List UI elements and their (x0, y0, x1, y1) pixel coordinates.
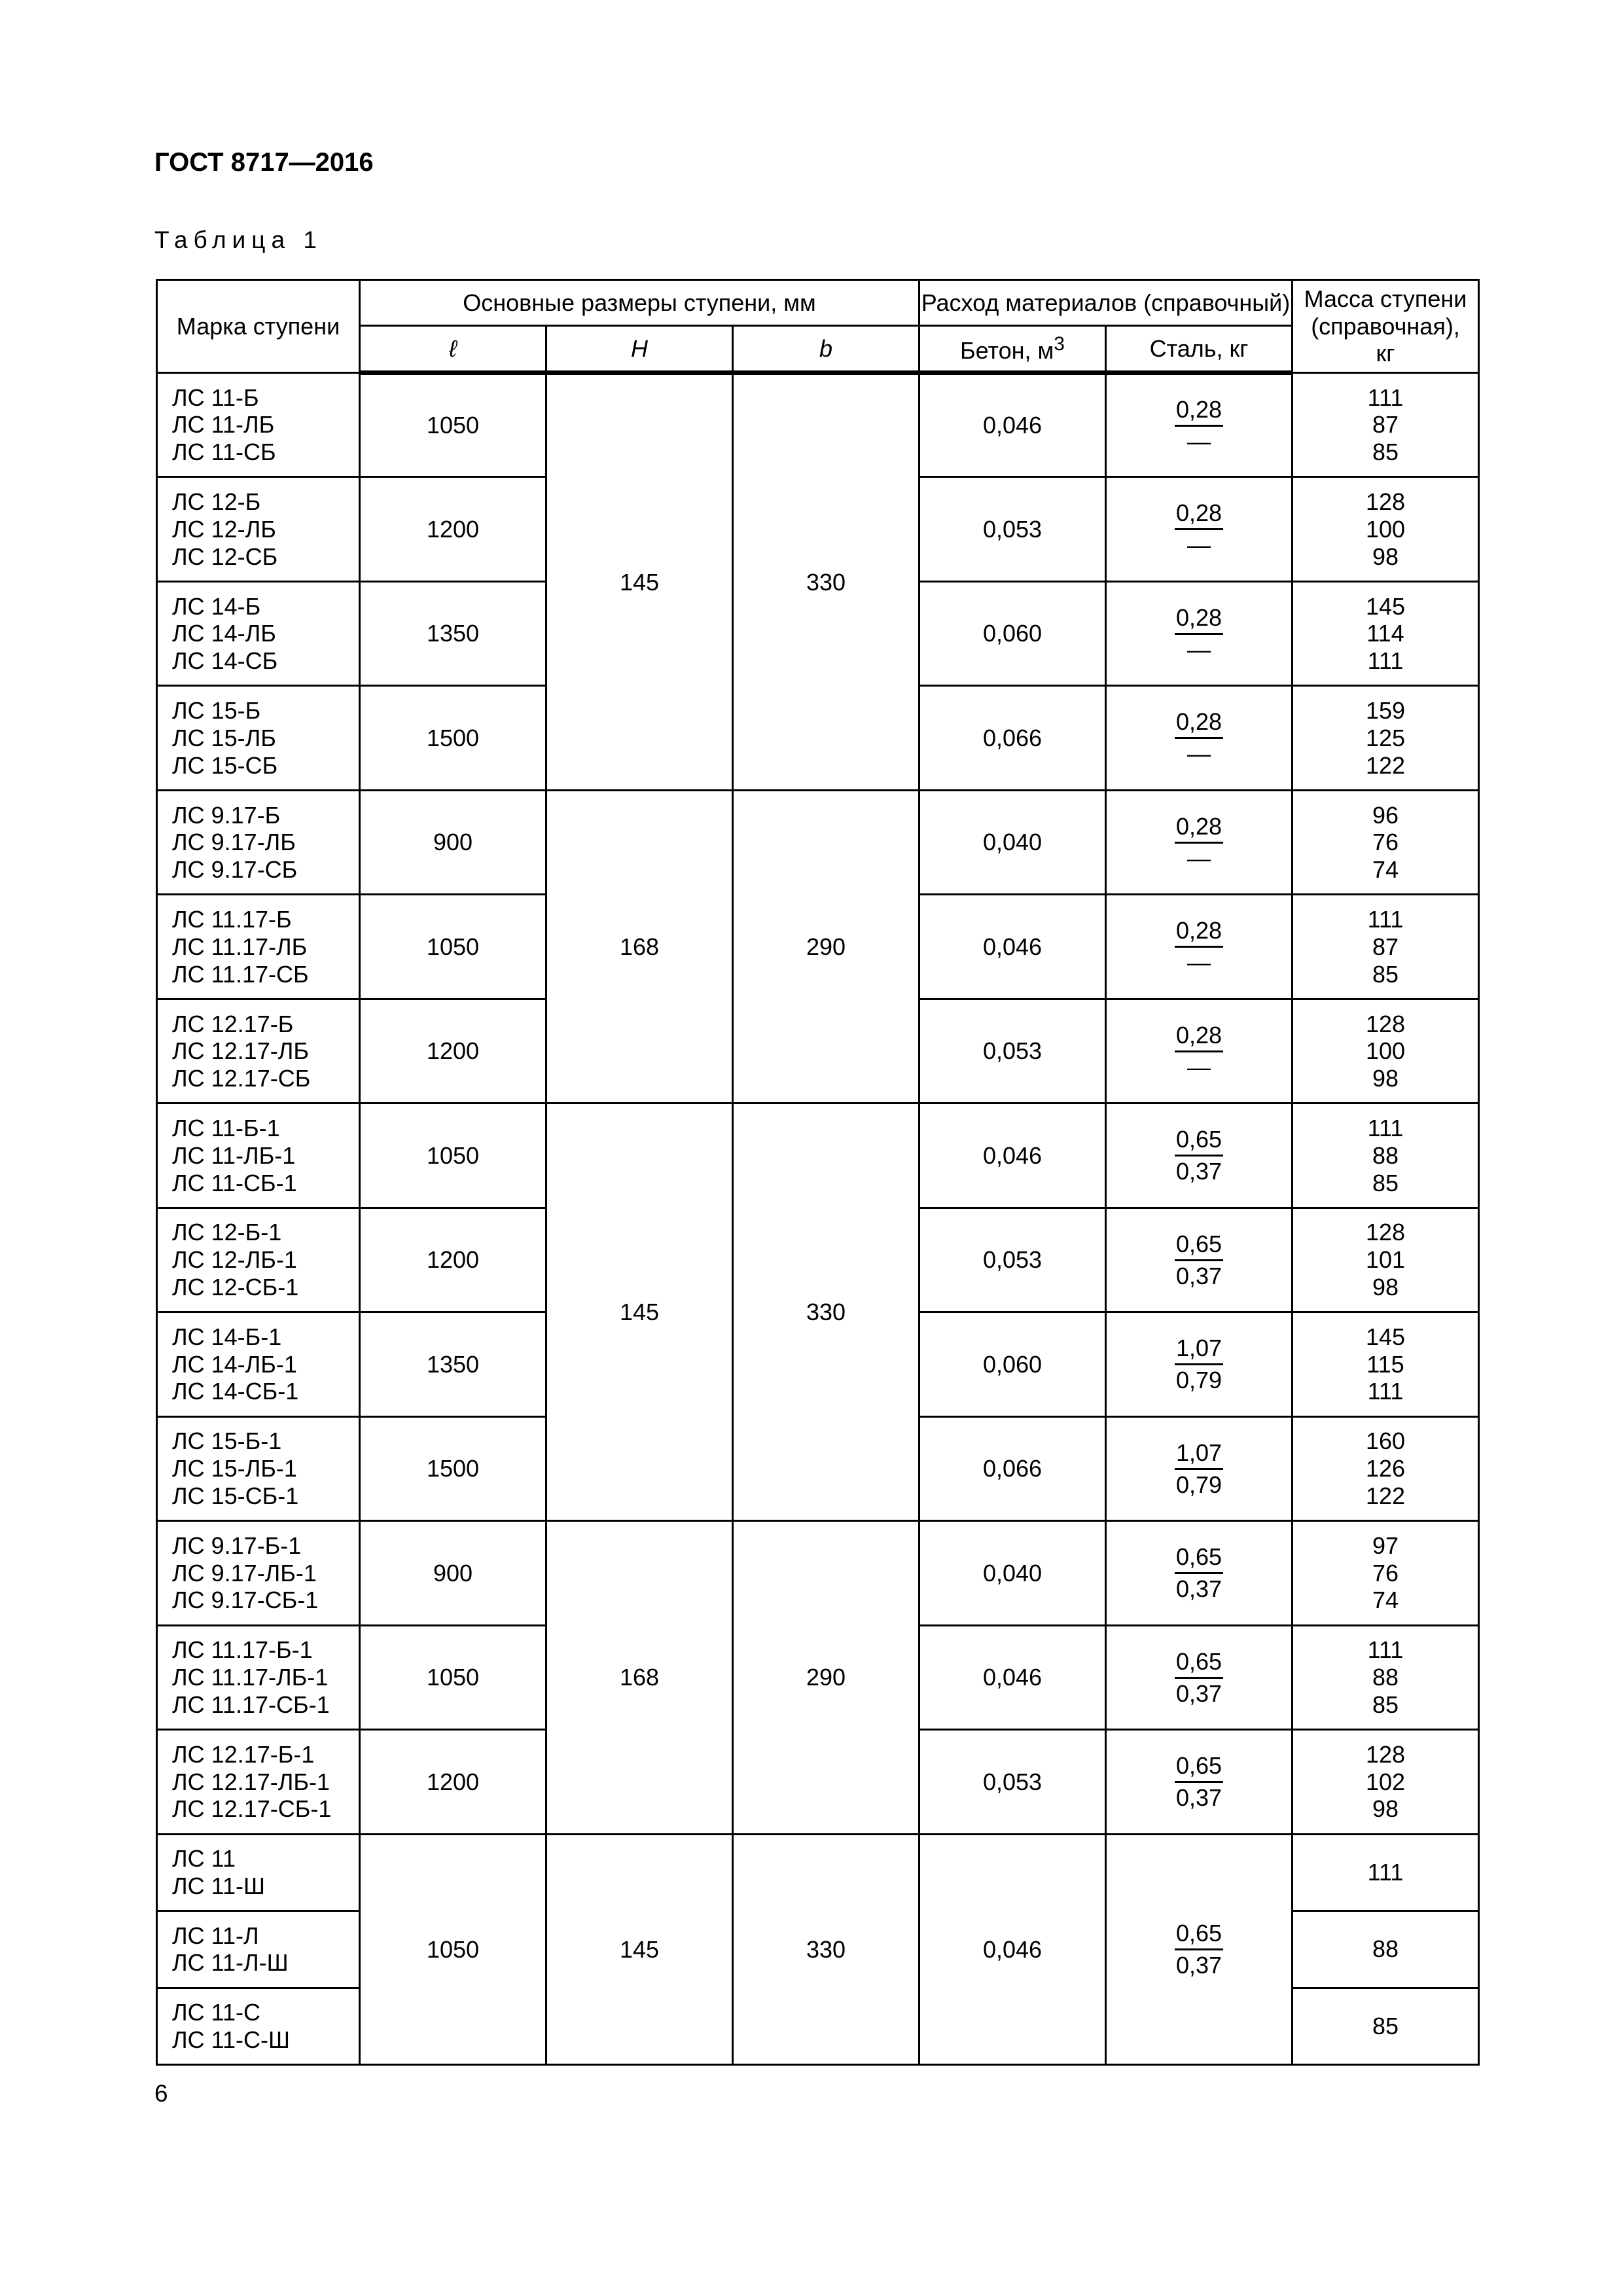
mass-cell (1293, 790, 1479, 894)
grade-name: ЛС 9.17-Б-1 (172, 1532, 302, 1559)
concrete-cell: 0,046 (919, 373, 1106, 477)
height-cell: 145 (546, 1834, 733, 2064)
header-concrete (919, 326, 1106, 373)
header-materials: Расход материалов (справочный) (919, 280, 1293, 326)
steel-denominator: 0,37 (1175, 1575, 1222, 1603)
grade-name: ЛС 12.17-СБ-1 (172, 1795, 332, 1823)
concrete-cell: 0,053 (919, 1730, 1106, 1834)
mass-cell (1293, 1625, 1479, 1729)
mass-value: 111 (1367, 647, 1404, 675)
header-mass: Масса ступени (справочная), кг (1293, 280, 1479, 373)
grade-name: ЛС 12.17-Б-1 (172, 1740, 315, 1768)
mass-cell (1293, 1521, 1479, 1625)
steps-table (156, 279, 1480, 2066)
grade-name: ЛС 11-Ш (172, 1872, 265, 1899)
steel-fraction (1175, 1126, 1223, 1185)
mass-value: 101 (1365, 1246, 1406, 1274)
grade-name: ЛС 15-СБ-1 (172, 1482, 299, 1509)
mass-cell (1293, 1103, 1479, 1208)
grade-name: ЛС 11-Б-1 (172, 1115, 280, 1141)
mass-cell (1293, 895, 1479, 999)
steel-fraction (1175, 396, 1223, 456)
steel-cell (1106, 1834, 1293, 2064)
steel-cell (1106, 1103, 1293, 1208)
mass-cell (1293, 581, 1479, 685)
mass-value: 128 (1365, 1010, 1406, 1037)
height-cell: 168 (546, 790, 733, 1103)
concrete-cell: 0,060 (919, 1312, 1106, 1416)
mass-value: 122 (1365, 1482, 1406, 1509)
grade-name: ЛС 15-Б (172, 697, 261, 725)
steel-fraction (1175, 1752, 1223, 1812)
grade-cell (157, 373, 360, 477)
length-cell: 1050 (360, 1103, 546, 1208)
grade-name: ЛС 15-ЛБ-1 (172, 1455, 297, 1482)
grade-name: ЛС 12.17-СБ (172, 1065, 311, 1092)
table-row (157, 373, 1479, 477)
mass-cell (1293, 1730, 1479, 1834)
grade-cell (157, 686, 360, 790)
mass-value: 76 (1372, 829, 1399, 856)
steel-denominator: 0,37 (1175, 1158, 1222, 1185)
mass-value: 128 (1365, 1219, 1406, 1246)
document-header: ГОСТ 8717—2016 (154, 148, 374, 177)
steel-numerator: 0,65 (1175, 1920, 1223, 1950)
length-cell: 1500 (360, 1416, 546, 1520)
grade-name: ЛС 11-СБ (172, 439, 276, 466)
grade-name: ЛС 12.17-ЛБ-1 (172, 1768, 330, 1795)
grade-name: ЛС 9.17-ЛБ (172, 829, 296, 856)
concrete-cell: 0,046 (919, 1625, 1106, 1729)
grade-name: ЛС 15-ЛБ (172, 724, 276, 751)
concrete-cell: 0,046 (919, 1834, 1106, 2064)
steel-cell (1106, 1208, 1293, 1312)
steel-denominator: 0,79 (1175, 1367, 1222, 1394)
grade-name: ЛС 12.17-Б (172, 1010, 294, 1037)
mass-cell: 88 (1293, 1911, 1479, 1988)
length-cell: 1050 (360, 1625, 546, 1729)
height-cell: 168 (546, 1521, 733, 1834)
grade-cell (157, 999, 360, 1103)
grade-name: ЛС 11.17-ЛБ (172, 933, 308, 960)
steel-numerator: 1,07 (1175, 1439, 1223, 1470)
mass-value: 85 (1372, 439, 1399, 466)
mass-value: 85 (1372, 1691, 1399, 1718)
header-length: ℓ (360, 326, 546, 373)
length-cell: 900 (360, 790, 546, 894)
steel-cell (1106, 686, 1293, 790)
mass-value: 98 (1372, 1273, 1399, 1300)
steel-denominator: — (1186, 427, 1211, 455)
mass-value: 122 (1365, 751, 1406, 779)
steel-denominator: — (1186, 636, 1211, 663)
steel-denominator: 0,37 (1175, 1679, 1222, 1707)
grade-name: ЛС 14-СБ-1 (172, 1378, 299, 1405)
mass-cell (1293, 477, 1479, 581)
steel-fraction (1175, 1022, 1223, 1081)
mass-value: 100 (1365, 515, 1406, 543)
mass-cell (1293, 373, 1479, 477)
grade-cell (157, 1911, 360, 1988)
steel-denominator: 0,37 (1175, 1951, 1222, 1979)
mass-value: 145 (1365, 592, 1406, 620)
width-cell: 330 (733, 1834, 919, 2064)
mass-value: 102 (1365, 1768, 1406, 1795)
steel-numerator: 0,28 (1175, 1022, 1223, 1052)
grade-name: ЛС 11.17-Б (172, 906, 292, 933)
length-cell: 1200 (360, 1208, 546, 1312)
length-cell: 1050 (360, 1834, 546, 2064)
mass-value: 159 (1365, 697, 1406, 725)
length-cell: 1350 (360, 1312, 546, 1416)
width-cell: 290 (733, 790, 919, 1103)
mass-value: 98 (1372, 1795, 1399, 1823)
length-cell: 1050 (360, 895, 546, 999)
length-cell: 900 (360, 1521, 546, 1625)
grade-cell (157, 477, 360, 581)
grade-name: ЛС 12-СБ-1 (172, 1273, 299, 1300)
steel-denominator: 0,79 (1175, 1471, 1222, 1498)
header-dimensions: Основные размеры ступени, мм (360, 280, 919, 326)
steel-numerator: 0,28 (1175, 499, 1223, 530)
steel-cell (1106, 477, 1293, 581)
grade-name: ЛС 12.17-ЛБ (172, 1037, 309, 1065)
grade-name: ЛС 15-Б-1 (172, 1427, 282, 1455)
grade-name: ЛС 12-СБ (172, 543, 278, 570)
mass-cell (1293, 999, 1479, 1103)
steel-denominator: — (1186, 949, 1211, 977)
grade-name: ЛС 14-СБ (172, 647, 278, 675)
length-cell: 1350 (360, 581, 546, 685)
grade-name: ЛС 12-Б-1 (172, 1219, 282, 1246)
table-row (157, 1834, 1479, 1910)
steel-numerator: 0,28 (1175, 396, 1223, 427)
length-cell: 1050 (360, 373, 546, 477)
mass-cell: 85 (1293, 1988, 1479, 2065)
steel-fraction (1175, 1543, 1223, 1603)
steel-cell (1106, 1730, 1293, 1834)
steel-numerator: 1,07 (1175, 1335, 1223, 1365)
mass-value: 87 (1372, 933, 1399, 960)
steel-numerator: 0,65 (1175, 1648, 1223, 1679)
concrete-cell: 0,053 (919, 999, 1106, 1103)
table-row (157, 1103, 1479, 1208)
steel-fraction (1175, 499, 1223, 559)
grade-name: ЛС 11-Б (172, 384, 259, 411)
mass-value: 97 (1372, 1532, 1399, 1559)
mass-value: 128 (1365, 488, 1406, 516)
header-concrete-sup: 3 (1054, 332, 1065, 355)
grade-name: ЛС 9.17-ЛБ-1 (172, 1559, 317, 1587)
mass-value: 74 (1372, 1587, 1399, 1614)
grade-cell (157, 1988, 360, 2065)
grade-name: ЛС 14-Б-1 (172, 1323, 282, 1350)
grade-cell (157, 1625, 360, 1729)
header-grade: Марка ступени (157, 280, 360, 373)
mass-value: 88 (1372, 1141, 1399, 1169)
height-cell: 145 (546, 373, 733, 791)
mass-value: 96 (1372, 801, 1399, 829)
grade-name: ЛС 11.17-ЛБ-1 (172, 1664, 329, 1691)
grade-cell (157, 1521, 360, 1625)
grade-name: ЛС 12-ЛБ (172, 515, 276, 543)
steel-fraction (1175, 917, 1223, 977)
grade-name: ЛС 11-ЛБ (172, 411, 275, 439)
length-cell: 1500 (360, 686, 546, 790)
grade-name: ЛС 11-С (172, 1999, 260, 2026)
width-cell: 330 (733, 1103, 919, 1521)
mass-value: 111 (1367, 1378, 1404, 1405)
grade-name: ЛС 9.17-СБ-1 (172, 1587, 319, 1614)
concrete-cell: 0,040 (919, 1521, 1106, 1625)
concrete-cell: 0,046 (919, 1103, 1106, 1208)
steel-numerator: 0,28 (1175, 813, 1223, 844)
grade-cell (157, 1208, 360, 1312)
steel-cell (1106, 895, 1293, 999)
steel-cell (1106, 999, 1293, 1103)
steel-fraction (1175, 1439, 1223, 1499)
mass-value: 87 (1372, 411, 1399, 439)
steel-numerator: 0,28 (1175, 604, 1223, 635)
mass-value: 160 (1365, 1427, 1406, 1455)
concrete-cell: 0,040 (919, 790, 1106, 894)
mass-value: 98 (1372, 543, 1399, 570)
steel-numerator: 0,65 (1175, 1752, 1223, 1783)
mass-cell (1293, 686, 1479, 790)
grade-name: ЛС 11-ЛБ-1 (172, 1141, 296, 1169)
steel-fraction (1175, 1920, 1223, 1979)
steel-fraction (1175, 1335, 1223, 1394)
grade-name: ЛС 11.17-СБ-1 (172, 1691, 330, 1718)
steel-denominator: — (1186, 531, 1211, 559)
mass-value: 111 (1367, 1636, 1404, 1664)
mass-cell (1293, 1208, 1479, 1312)
mass-value: 85 (1372, 960, 1399, 988)
table-row (157, 1521, 1479, 1625)
table-caption: Таблица 1 (154, 226, 323, 253)
grade-name: ЛС 11 (172, 1845, 236, 1873)
grade-cell (157, 895, 360, 999)
length-cell: 1200 (360, 999, 546, 1103)
table-row (157, 790, 1479, 894)
mass-value: 88 (1372, 1664, 1399, 1691)
grade-cell (157, 1834, 360, 1910)
header-steel: Сталь, кг (1106, 326, 1293, 373)
concrete-cell: 0,053 (919, 477, 1106, 581)
steel-numerator: 0,65 (1175, 1230, 1223, 1261)
steel-cell (1106, 373, 1293, 477)
steel-denominator: — (1186, 740, 1211, 768)
concrete-cell: 0,066 (919, 1416, 1106, 1520)
grade-name: ЛС 11.17-Б-1 (172, 1636, 313, 1664)
steel-fraction (1175, 708, 1223, 768)
steel-cell (1106, 1312, 1293, 1416)
grade-name: ЛС 12-Б (172, 488, 261, 516)
length-cell: 1200 (360, 477, 546, 581)
steel-cell (1106, 790, 1293, 894)
mass-value: 128 (1365, 1740, 1406, 1768)
grade-cell (157, 790, 360, 894)
grade-name: ЛС 9.17-СБ (172, 856, 298, 884)
concrete-cell: 0,053 (919, 1208, 1106, 1312)
grade-name: ЛС 14-ЛБ-1 (172, 1350, 297, 1378)
mass-value: 111 (1367, 384, 1404, 411)
grade-name: ЛС 14-Б (172, 592, 261, 620)
grade-name: ЛС 14-ЛБ (172, 620, 276, 647)
header-width: b (733, 326, 919, 373)
mass-value: 111 (1367, 906, 1404, 933)
mass-value: 115 (1366, 1350, 1404, 1378)
header-height: H (546, 326, 733, 373)
mass-value: 114 (1366, 620, 1404, 647)
steel-fraction (1175, 604, 1223, 664)
steel-numerator: 0,28 (1175, 708, 1223, 739)
steel-fraction (1175, 1230, 1223, 1290)
width-cell: 290 (733, 1521, 919, 1834)
concrete-cell: 0,066 (919, 686, 1106, 790)
steel-cell (1106, 581, 1293, 685)
grade-cell (157, 1103, 360, 1208)
steel-cell (1106, 1625, 1293, 1729)
mass-value: 145 (1365, 1323, 1406, 1350)
length-cell: 1200 (360, 1730, 546, 1834)
steel-cell (1106, 1416, 1293, 1520)
steel-fraction (1175, 813, 1223, 872)
steel-fraction (1175, 1648, 1223, 1708)
steel-denominator: 0,37 (1175, 1784, 1222, 1812)
mass-value: 74 (1372, 856, 1399, 884)
concrete-cell: 0,060 (919, 581, 1106, 685)
grade-name: ЛС 11.17-СБ (172, 960, 309, 988)
grade-name: ЛС 11-Л (172, 1922, 259, 1949)
grade-name: ЛС 11-СБ-1 (172, 1169, 297, 1196)
mass-cell (1293, 1312, 1479, 1416)
mass-value: 85 (1372, 1169, 1399, 1196)
steel-numerator: 0,65 (1175, 1126, 1223, 1157)
grade-cell (157, 1416, 360, 1520)
mass-value: 76 (1372, 1559, 1399, 1587)
steel-denominator: 0,37 (1175, 1262, 1222, 1289)
steel-numerator: 0,28 (1175, 917, 1223, 948)
grade-name: ЛС 11-С-Ш (172, 2026, 290, 2053)
mass-value: 126 (1365, 1455, 1406, 1482)
concrete-cell: 0,046 (919, 895, 1106, 999)
mass-value: 98 (1372, 1065, 1399, 1092)
page-number: 6 (154, 2080, 168, 2107)
grade-name: ЛС 9.17-Б (172, 801, 281, 829)
grade-cell (157, 1730, 360, 1834)
steel-numerator: 0,65 (1175, 1543, 1223, 1574)
mass-value: 100 (1365, 1037, 1406, 1065)
steel-cell (1106, 1521, 1293, 1625)
grade-cell (157, 581, 360, 685)
grade-cell (157, 1312, 360, 1416)
mass-value: 125 (1365, 724, 1406, 751)
grade-name: ЛС 11-Л-Ш (172, 1949, 289, 1977)
grade-name: ЛС 15-СБ (172, 751, 278, 779)
mass-cell (1293, 1416, 1479, 1520)
grade-name: ЛС 12-ЛБ-1 (172, 1246, 297, 1274)
steel-denominator: — (1186, 844, 1211, 872)
header-concrete-label: Бетон, м (960, 336, 1054, 364)
height-cell: 145 (546, 1103, 733, 1521)
mass-cell: 111 (1293, 1834, 1479, 1910)
width-cell: 330 (733, 373, 919, 791)
steel-denominator: — (1186, 1053, 1211, 1081)
mass-value: 111 (1367, 1115, 1404, 1141)
